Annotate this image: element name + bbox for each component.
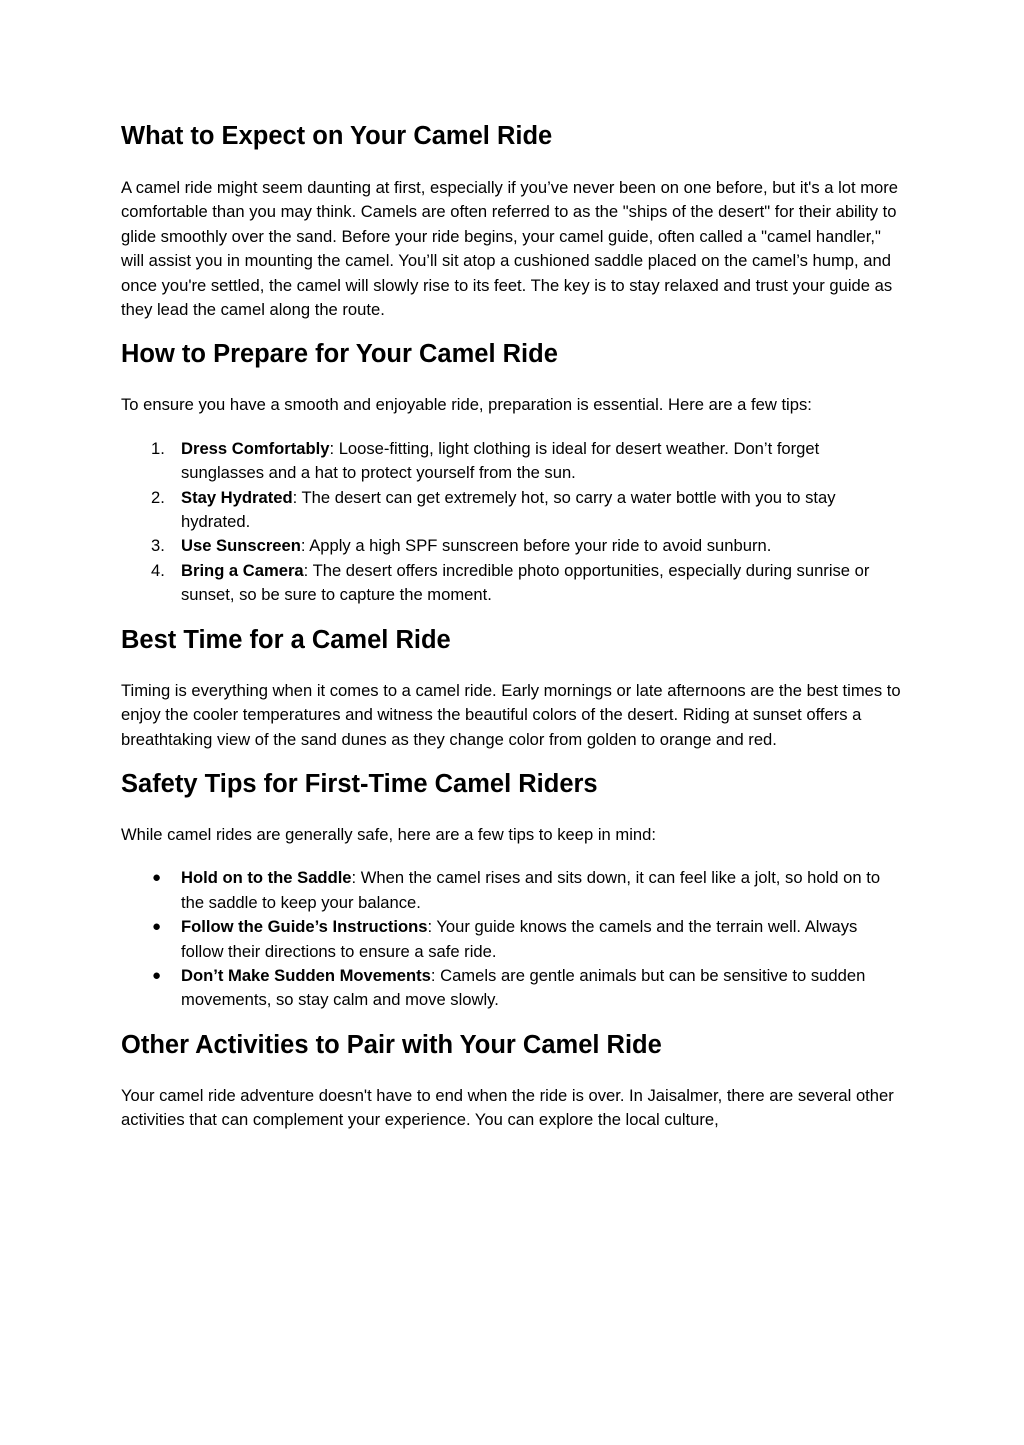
list-item xyxy=(121,534,904,558)
list-item-text: : When the camel rises and sits down, it can feel like a jolt, so hold on to the saddle to keep your balance. xyxy=(181,868,881,912)
section-heading-best-time: Best Time for a Camel Ride xyxy=(121,625,451,654)
section-heading-other-activities: Other Activities to Pair with Your Camel Ride xyxy=(121,1030,662,1059)
bullet-icon: ● xyxy=(152,966,162,984)
list-item-text: : Loose-fitting, light clothing is ideal for desert weather. Don’t forget sunglasses and a hat to protect yourself from the sun. xyxy=(181,438,820,483)
list-item-bold: Hold on to the Saddle xyxy=(181,868,352,888)
list-number: 3. xyxy=(151,536,165,556)
list-number: 4. xyxy=(151,560,165,580)
list-item xyxy=(121,437,904,486)
list-number: 1. xyxy=(151,438,165,458)
list-number: 2. xyxy=(151,487,165,507)
list-item-bold: Dress Comfortably xyxy=(181,438,330,458)
list-item xyxy=(121,866,904,915)
section-intro-safety-tips: While camel rides are generally safe, here are a few tips to keep in mind: xyxy=(121,824,656,844)
list-item-text: : The desert offers incredible photo opportunities, especially during sunrise or sunset, so be sure to capture the moment. xyxy=(181,560,870,605)
section-heading-what-to-expect: What to Expect on Your Camel Ride xyxy=(121,122,553,150)
numbered-list-preparation-tips xyxy=(121,437,904,608)
section-paragraph-best-time: Timing is everything when it comes to a camel ride. Early mornings or late afternoons are the best times to enjoy the cooler temperatures and witness the beautiful colors of the desert. Riding at sunset offers a breathtaking view of the sand dunes as they change color from golden to orange and red. xyxy=(121,680,901,749)
list-item-text: : Apply a high SPF sunscreen before your ride to avoid sunburn. xyxy=(300,536,772,556)
bulleted-list-safety-tips xyxy=(121,866,904,1012)
section-intro-how-to-prepare: To ensure you have a smooth and enjoyable ride, preparation is essential. Here are a few tips: xyxy=(121,395,812,415)
list-item-bold: Don’t Make Sudden Movements xyxy=(181,965,431,985)
section-paragraph-what-to-expect: A camel ride might seem daunting at first, especially if you’ve never been on one before, but it's a lot more comfortable than you may think. Camels are often referred to as the "ships of the desert" for their ability to glide smoothly over the sand. Before your ride begins, your camel guide, often called a "camel handler," will assist you in mounting the camel. You’ll sit atop a cushioned saddle placed on the camel’s hump, and once you're settled, the camel will slowly rise to its feet. The key is to stay relaxed and trust your guide as they lead the camel along the route. xyxy=(121,178,899,320)
list-item xyxy=(121,559,904,608)
list-item-bold: Bring a Camera xyxy=(181,560,304,580)
bullet-icon: ● xyxy=(152,918,162,936)
document-page xyxy=(0,120,1024,1445)
list-item xyxy=(121,915,904,964)
list-item xyxy=(121,486,904,535)
bullet-icon: ● xyxy=(152,869,162,887)
list-item-text: : Your guide knows the camels and the terrain well. Always follow their directions to ensure a safe ride. xyxy=(181,917,858,961)
section-heading-safety-tips: Safety Tips for First-Time Camel Riders xyxy=(121,769,598,798)
list-item xyxy=(121,964,904,1013)
list-item-bold: Stay Hydrated xyxy=(181,487,293,507)
list-item-bold: Follow the Guide’s Instructions xyxy=(181,917,428,937)
list-item-text: : The desert can get extremely hot, so carry a water bottle with you to stay hydrated. xyxy=(181,487,836,532)
section-heading-how-to-prepare: How to Prepare for Your Camel Ride xyxy=(121,340,558,369)
list-item-text: : Camels are gentle animals but can be sensitive to sudden movements, so stay calm and move slowly. xyxy=(181,965,866,1010)
section-paragraph-other-activities: Your camel ride adventure doesn't have to end when the ride is over. In Jaisalmer, there are several other activities that can complement your experience. You can explore the local culture, xyxy=(121,1085,894,1130)
list-item-bold: Use Sunscreen xyxy=(181,536,301,556)
